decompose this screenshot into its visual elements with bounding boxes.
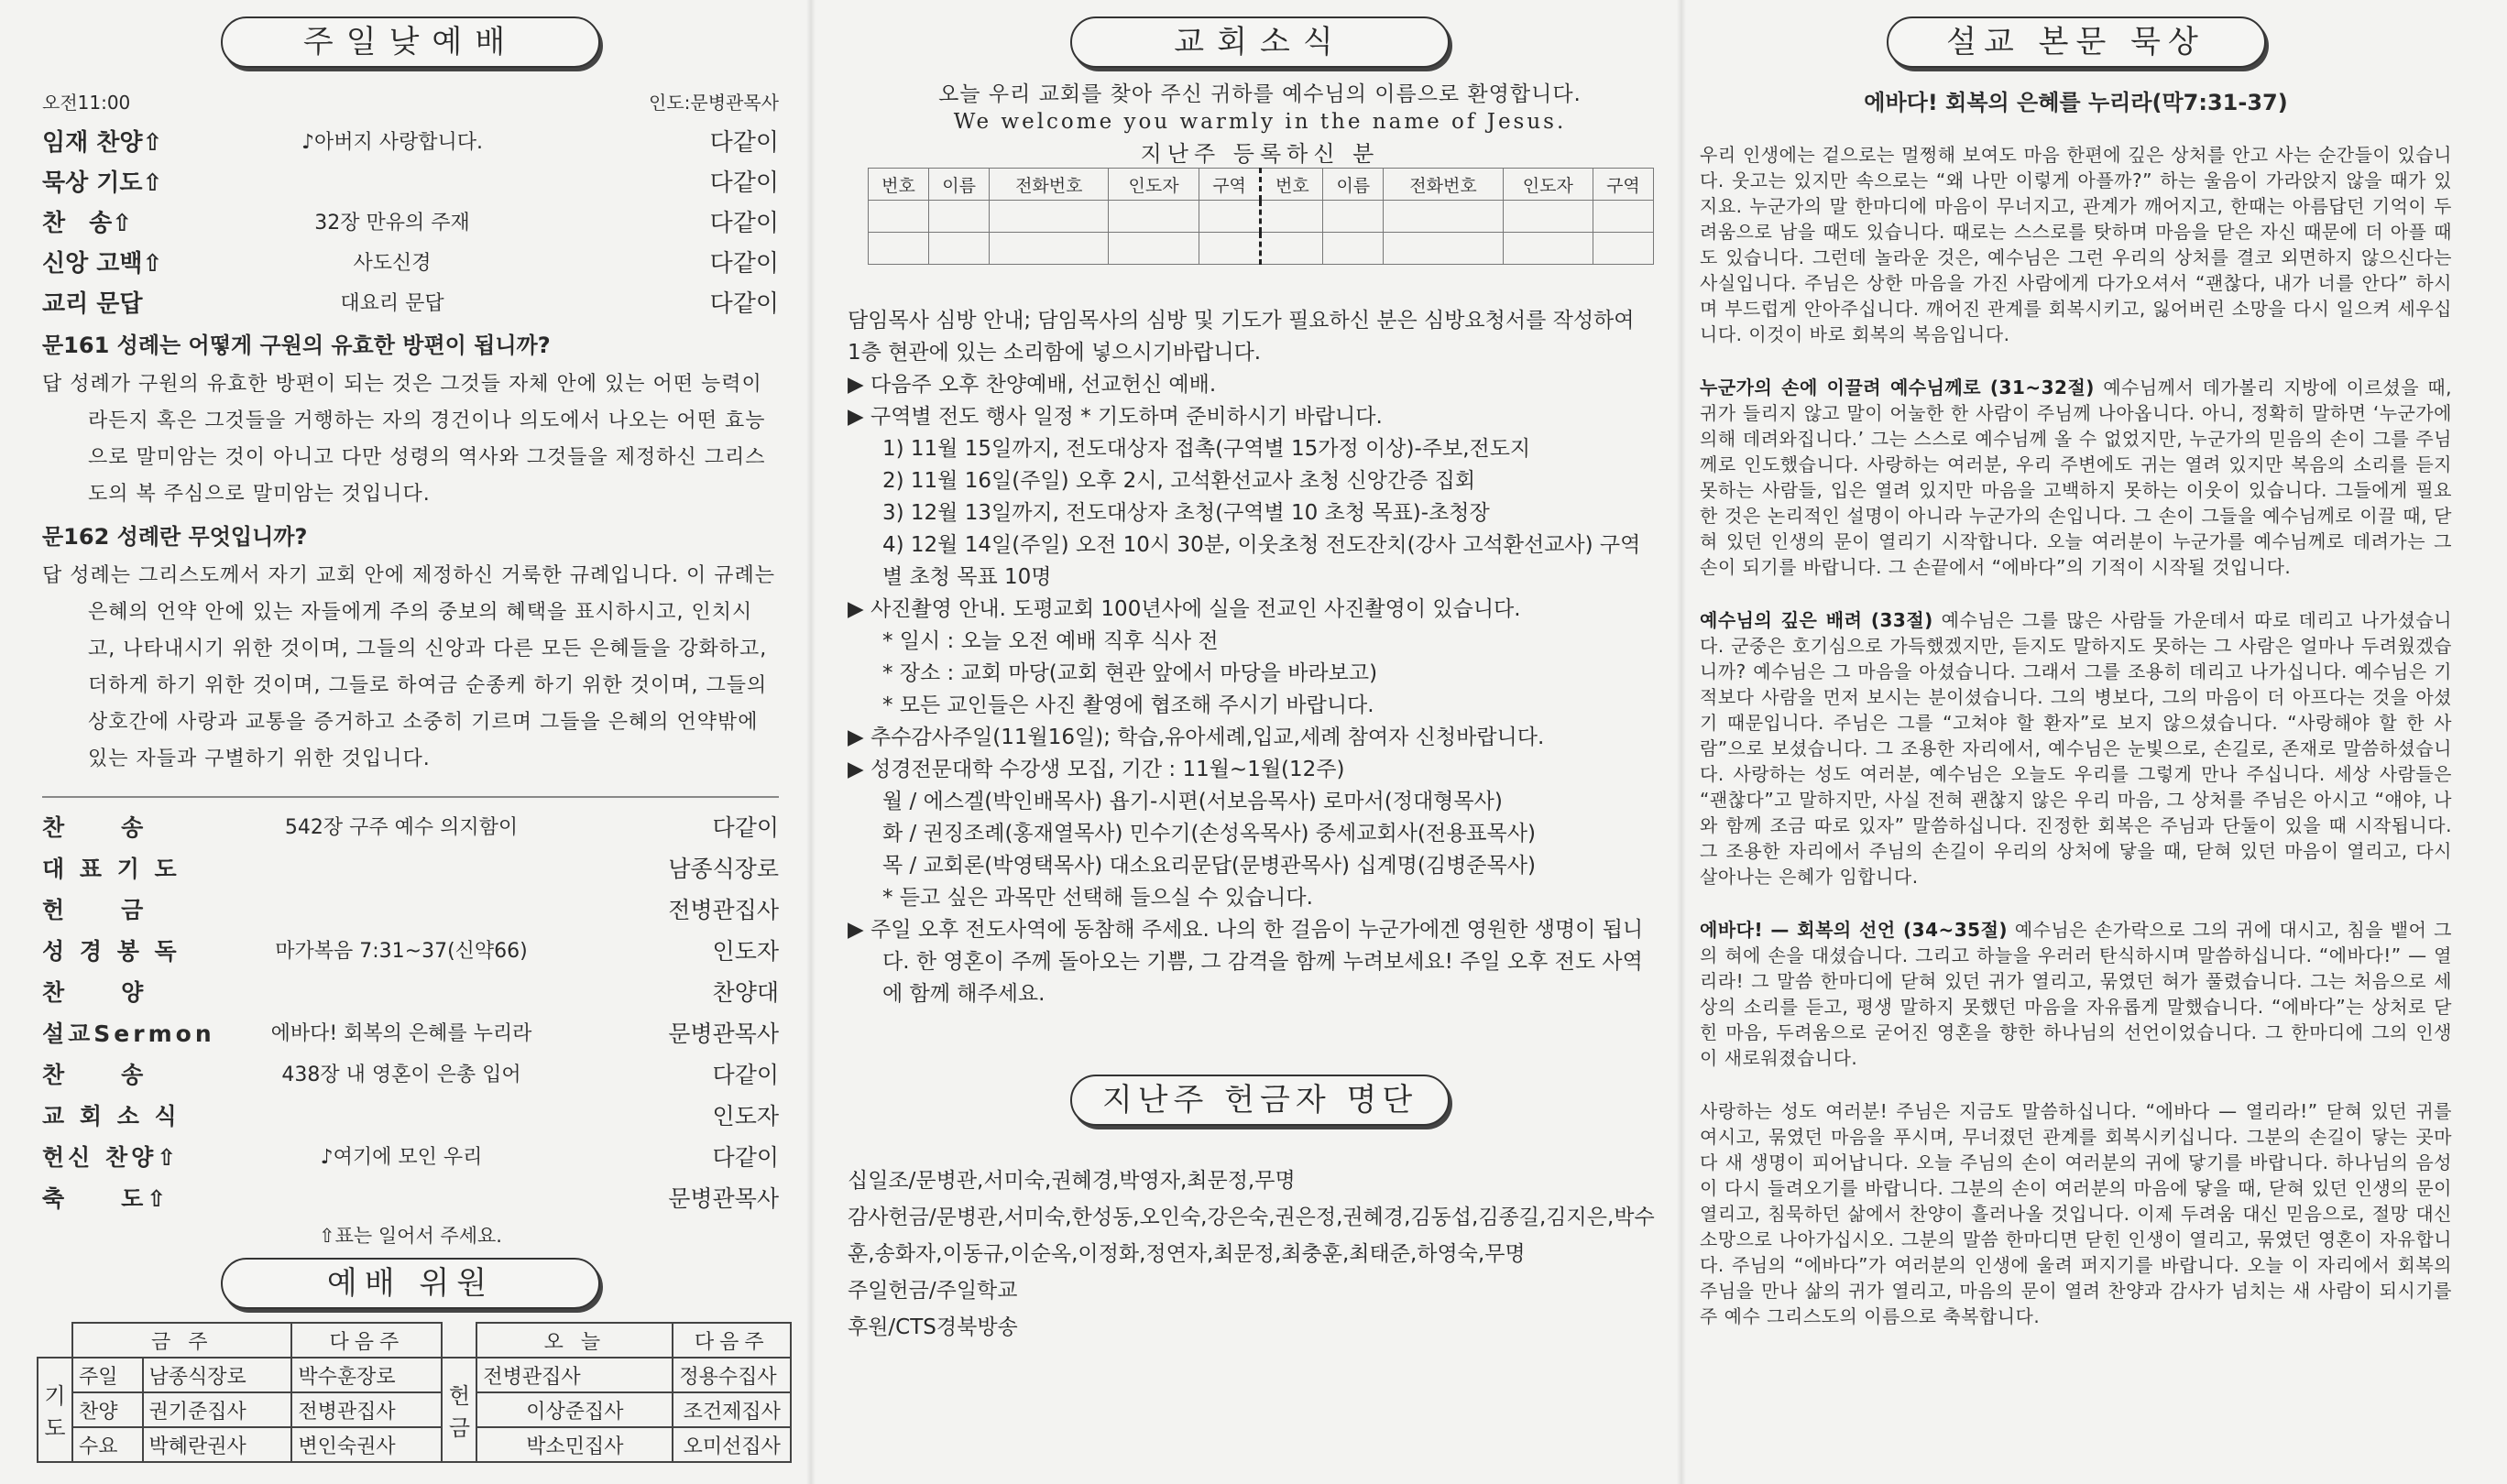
- sermon-text: 예수님께서 데가볼리 지방에 이르셨을 때, 귀가 들리지 않고 말이 어눌한 한 사람이 주님께 나아옵니다. 아니, 정확히 말하면 ‘누군가에 의해 데려와집니다.’ 그는 스스로 예수님께 올 수 없었지만, 누군가의 믿음의 손이 그를 주님께로 인도했습니다. 사랑하는 여러분, 우리 주변에도 귀는 열려 있지만 복음의 소리를 듣지 못하는 사람들, 입은 열려 있지만 마음을 고백하지 못하는 이웃이 있습니다. 그들에게 필요한 것은 논리적인 설명이 아니라 누군가의 손입니다. 그 손이 그들을 예수님께로 이끌 때, 닫혀 있던 인생의 문이 열리기 시작합니다. 오늘 여러분이 누군가를 예수님께로 데려가는 그 손이 되기를 바랍니다. 그 손끝에서 “에바다”의 기적이 시작될 것입니다.: [1700, 376, 2452, 578]
- registration-cell: [869, 233, 929, 265]
- registration-cell: [1593, 233, 1653, 265]
- service-row: [42, 1135, 779, 1176]
- registration-column-header: 이름: [929, 169, 990, 201]
- news-item: ▶ 사진촬영 안내. 도평교회 100년사에 실을 전교인 사진촬영이 있습니다.: [848, 597, 1521, 621]
- registration-cell: [1503, 233, 1593, 265]
- committee-table: [37, 1322, 792, 1463]
- divider: [42, 796, 779, 798]
- service-row: [42, 970, 779, 1011]
- sermon-title: 에바다! 회복의 은혜를 누리라(막7:31-37): [1864, 90, 2288, 115]
- service-item-content: 32장 만유의 주재: [314, 211, 470, 235]
- service-row: [42, 1053, 779, 1094]
- service-row: [42, 888, 779, 929]
- committee-next2-person: 오미선집사: [673, 1427, 791, 1462]
- service-row: [42, 846, 779, 888]
- service-row: [42, 805, 779, 846]
- service-row: [42, 201, 779, 241]
- donor-line: 감사헌금/문병관,서미숙,한성동,오인숙,강은숙,권은정,권혜경,김동섭,김종길,김지은,박수훈,송화자,이동규,이순옥,이정화,정연자,최문정,최충훈,최태준,하영숙,무명: [848, 1206, 1655, 1266]
- registration-column-header: 번호: [869, 169, 929, 201]
- news-header: 교회소식: [1070, 16, 1450, 68]
- donor-line: 십일조/문병관,서미숙,권혜경,박영자,최문정,무명: [848, 1169, 1296, 1193]
- committee-next2-person: 조건제집사: [673, 1392, 791, 1427]
- registration-cell: [1109, 201, 1199, 233]
- news-column: [829, 0, 1672, 1484]
- committee-row: [38, 1427, 791, 1462]
- service-item-label: 교리 문답: [42, 289, 143, 318]
- news-item: 3) 12월 13일까지, 전도대상자 초청(구역별 10 초청 목표)-초청장: [882, 501, 1490, 525]
- registration-cell: [1323, 233, 1384, 265]
- registration-cell: [1261, 233, 1323, 265]
- stand-note: ⇧표는 일어서 주세요.: [319, 1225, 502, 1247]
- worship-info: [42, 88, 779, 115]
- news-item: 화 / 권징조례(홍재열목사) 민수기(손성옥목사) 중세교회사(전용표목사): [882, 822, 1536, 846]
- registration-column-header: 번호: [1261, 169, 1323, 201]
- news-item: 1) 11월 15일까지, 전도대상자 접촉(구역별 15가정 이상)-주보,전도지: [882, 437, 1531, 461]
- service-item-person: 인도자: [712, 1102, 779, 1129]
- service-item-content: 사도신경: [353, 251, 432, 275]
- service-item-person: 다같이: [709, 249, 779, 278]
- sermon-paragraph: [1700, 142, 2452, 347]
- registration-cell: [1323, 201, 1384, 233]
- news-item: 4) 12월 14일(주일) 오전 10시 30분, 이웃초청 전도잔치(강사 고석환선교사) 구역별 초청 목표 10명: [882, 533, 1641, 589]
- service-item-label: 헌신 찬양⇧: [42, 1143, 181, 1171]
- service-item-label: 성 경 봉 독: [42, 937, 181, 965]
- news-item: * 모든 교인들은 사진 촬영에 협조해 주시기 바랍니다.: [882, 693, 1374, 717]
- news-item: 목 / 교회론(박영택목사) 대소요리문답(문병관목사) 십계명(김병준목사): [882, 854, 1536, 878]
- committee-next: 변인숙권사: [291, 1427, 442, 1462]
- committee-role: 수요: [72, 1427, 143, 1462]
- catechism-question-162: 문162 성례란 무엇입니까?: [42, 524, 308, 550]
- registration-column-header: 구역: [1199, 169, 1261, 201]
- registration-cell: [1384, 233, 1503, 265]
- committee-this-week: 금 주: [72, 1323, 291, 1358]
- service-item-person: 찬양대: [712, 978, 779, 1006]
- news-item: 2) 11월 16일(주일) 오후 2시, 고석환선교사 초청 신앙간증 집회: [882, 469, 1476, 493]
- registration-column-header: 인도자: [1503, 169, 1593, 201]
- committee-this: 남종식장로: [143, 1358, 292, 1392]
- sermon-subheading: 에바다! — 회복의 선언 (34~35절): [1700, 919, 2009, 941]
- donor-line: 후원/CTS경북방송: [848, 1315, 1018, 1339]
- worship-column: [0, 0, 806, 1484]
- service-item-label: 축 도⇧: [42, 1184, 170, 1212]
- service-item-label: 묵상 기도⇧: [42, 169, 163, 197]
- service-item-person: 인도자: [712, 937, 779, 965]
- news-item: ▶ 다음주 오후 찬양예배, 선교헌신 예배.: [848, 373, 1217, 397]
- registration-cell: [1199, 201, 1261, 233]
- committee-header: 예배 위원: [221, 1258, 600, 1309]
- registration-title: 지난주 등록하신 분: [1140, 141, 1380, 167]
- service-row: [42, 929, 779, 970]
- service-item-content: 438장 내 영혼이 은총 입어: [281, 1064, 521, 1086]
- catechism-question-161: 문161 성례는 어떻게 구원의 유효한 방편이 됩니까?: [42, 333, 551, 358]
- sermon-text: 사랑하는 성도 여러분! 주님은 지금도 말씀하십니다. “에바다 — 열리라!” 닫혀 있던 귀를 여시고, 묶였던 마음을 푸시며, 무너졌던 관계를 회복시키십니다. 그분의 손길이 닿는 곳마다 새 생명이 피어납니다. 오늘 주님의 손이 여러분의 귀에 닿기를 바랍니다. 하나님의 음성이 다시 들려오기를 바랍니다. 그분의 손이 여러분의 마음에 닿을 때, 닫혀 있던 인생의 문이 열리고, 침묵하던 삶에서 찬양이 흘러나올 것입니다. 이제 두려움 대신 믿음으로, 절망 대신 소망으로 나아가십시오. 그분의 말씀 한마디면 닫힌 인생이 열리고, 묶였던 영혼이 자유합니다. 주님의 “에바다”가 여러분의 인생에 울려 퍼지기를 바랍니다. 오늘 이 자리에서 회복의 주님을 만나 삶의 귀가 열리고, 마음의 문이 열려 찬양과 감사가 넘치는 새 사람이 되시기를 주 예수 그리스도의 이름으로 축복합니다.: [1700, 1100, 2452, 1327]
- registration-row: [869, 201, 1654, 233]
- service-item-label: 찬 송: [42, 1061, 148, 1088]
- order-of-service-top: [42, 120, 779, 322]
- registration-column-header: 이름: [1323, 169, 1384, 201]
- committee-today-person: 이상준집사: [476, 1392, 673, 1427]
- donors-header: 지난주 헌금자 명단: [1070, 1075, 1450, 1126]
- news-item: * 듣고 싶은 과목만 선택해 들으실 수 있습니다.: [882, 886, 1313, 910]
- registration-column-header: 전화번호: [1384, 169, 1503, 201]
- news-item: ▶ 성경전문대학 수강생 모집, 기간 : 11월~1월(12주): [848, 758, 1345, 781]
- service-row: [42, 160, 779, 201]
- sermon-text: 예수님은 그를 많은 사람들 가운데서 따로 데리고 나가셨습니다. 군중은 호기심으로 가득했겠지만, 듣지도 말하지도 못하는 그 사람은 얼마나 두려웠겠습니까? 예수님은 그 마음을 아셨습니다. 그래서 그를 조용히 데리고 나가십니다. 예수님은 기적보다 사람을 먼저 보시는 분이셨습니다. 그의 병보다, 그의 마음이 더 아프다는 것을 아셨기 때문입니다. 주님은 그를 “고쳐야 할 환자”로 보지 않으셨습니다. “사랑해야 할 한 사람”으로 보셨습니다. 그 조용한 자리에서, 예수님은 눈빛으로, 손길로, 존재로 말씀하셨습니다. 사랑하는 성도 여러분, 예수님은 오늘도 우리를 그렇게 만나 주십니다. 세상 사람들은 “괜찮다”고 말하지만, 사실 전혀 괜찮지 않은 우리 마음, 그 상처를 주님은 아시고 “얘야, 나와 함께 조금 따로 있자” 말씀하십니다. 진정한 회복은 주님과 단둘이 있을 때 시작됩니다. 그 조용한 자리에서 주님의 손길이 우리의 상처에 닿을 때, 닫혀 있던 마음이 열리고, 다시 살아나는 은혜가 임합니다.: [1700, 609, 2453, 888]
- news-item: ▶ 추수감사주일(11월16일); 학습,유아세례,입교,세례 참여자 신청바랍니다.: [848, 726, 1545, 749]
- service-item-label: 신앙 고백⇧: [42, 249, 163, 278]
- committee-side-prayer: 기도: [38, 1358, 72, 1462]
- sermon-paragraph: [1700, 1098, 2452, 1329]
- committee-row: [38, 1392, 791, 1427]
- sermon-paragraph: [1700, 607, 2452, 889]
- service-item-person: 다같이: [709, 209, 779, 237]
- welcome-english: We welcome you warmly in the name of Jesus.: [953, 110, 1567, 134]
- service-item-label: 찬 송⇧: [42, 209, 133, 237]
- worship-time: 오전11:00: [42, 92, 131, 114]
- service-row: [42, 241, 779, 281]
- service-item-content: ♪아버지 사랑합니다.: [301, 130, 484, 154]
- service-item-label: 교 회 소 식: [42, 1102, 181, 1129]
- committee-today: 오 늘: [476, 1323, 673, 1358]
- service-row: [42, 1094, 779, 1135]
- registration-cell: [1109, 233, 1199, 265]
- service-item-content: 대요리 문답: [340, 291, 444, 315]
- service-item-label: 찬 송: [42, 813, 148, 841]
- service-item-person: 다같이: [712, 1061, 779, 1088]
- news-list: [848, 305, 1672, 1010]
- news-item: ▶ 주일 오후 전도사역에 동참해 주세요. 나의 한 걸음이 누군가에겐 영원한 생명이 됩니다. 한 영혼이 주께 돌아오는 기쁨, 그 감격을 함께 누려보세요! 주일 오후 전도 사역에 함께 해주세요.: [848, 918, 1644, 1006]
- service-item-person: 문병관목사: [668, 1020, 779, 1047]
- registration-cell: [1261, 201, 1323, 233]
- service-row: [42, 120, 779, 160]
- registration-row: [869, 233, 1654, 265]
- registration-cell: [929, 233, 990, 265]
- catechism-answer-162: 답 성례는 그리스도께서 자기 교회 안에 제정하신 거룩한 규례입니다. 이 규례는 은혜의 언약 안에 있는 자들에게 주의 중보의 혜택을 표시하시고, 인치시고, 나타내시기 위한 것이며, 그들의 신앙과 다른 모든 은혜들을 강화하고, 더하게 하기 위한 것이며, 그들로 하여금 순종케 하기 위한 것이며, 그들의 상호간에 사랑과 교통을 증거하고 소중히 기르며 그들을 은혜의 언약밖에 있는 자들과 구별하기 위한 것입니다.: [42, 564, 775, 770]
- welcome-text: [848, 81, 1672, 136]
- service-item-person: 남종식장로: [668, 855, 779, 882]
- service-item-label: 헌 금: [42, 896, 148, 923]
- sermon-body: [1700, 142, 2452, 1329]
- service-item-person: 문병관목사: [668, 1184, 779, 1212]
- worship-leader: 인도:문병관목사: [649, 92, 779, 114]
- registration-cell: [990, 233, 1109, 265]
- catechism-answer-161: 답 성례가 구원의 유효한 방편이 되는 것은 그것들 자체 안에 있는 어떤 능력이라든지 혹은 그것들을 거행하는 자의 경건이나 의도에서 나오는 어떤 효능으로 말미암는 것이 아니고 다만 성령의 역사와 그것들을 제정하신 그리스도의 복 주심으로 말미암는 것입니다.: [42, 373, 766, 506]
- registration-cell: [1199, 233, 1261, 265]
- committee-next-week: 다음주: [291, 1323, 442, 1358]
- service-item-content: 542장 구주 예수 의지함이: [284, 816, 519, 839]
- sermon-header: 설교 본문 묵상: [1887, 16, 2266, 68]
- page-fold: [806, 0, 816, 1484]
- service-item-content: ♪여기에 모인 우리: [320, 1146, 483, 1169]
- donor-line: 주일헌금/주일학교: [848, 1279, 1018, 1303]
- service-item-person: 다같이: [709, 289, 779, 318]
- committee-this: 권기준집사: [143, 1392, 292, 1427]
- service-item-label: 대 표 기 도: [42, 855, 181, 882]
- registration-cell: [1503, 201, 1593, 233]
- news-item: * 일시 : 오늘 오전 예배 직후 식사 전: [882, 629, 1219, 653]
- committee-side-offering: 헌금: [442, 1358, 476, 1462]
- committee-today-person: 전병관집사: [476, 1358, 673, 1392]
- committee-row: [38, 1358, 791, 1392]
- sermon-subheading: 누군가의 손에 이끌려 예수님께로 (31~32절): [1700, 376, 2095, 398]
- registration-table: [868, 168, 1654, 265]
- service-item-person: 다같이: [712, 813, 779, 841]
- registration-cell: [1593, 201, 1653, 233]
- service-item-person: 전병관집사: [668, 896, 779, 923]
- sermon-paragraph: [1700, 917, 2452, 1071]
- committee-today-person: 박소민집사: [476, 1427, 673, 1462]
- registration-column-header: 전화번호: [990, 169, 1109, 201]
- service-item-person: 다같이: [712, 1143, 779, 1171]
- order-of-service-bottom: [42, 805, 779, 1217]
- committee-role: 찬양: [72, 1392, 143, 1427]
- service-item-label: 찬 양: [42, 978, 148, 1006]
- service-row: [42, 1011, 779, 1053]
- committee-this: 박혜란권사: [143, 1427, 292, 1462]
- donor-list: [848, 1162, 1672, 1346]
- sermon-text: 예수님은 손가락으로 그의 귀에 대시고, 침을 뱉어 그의 혀에 손을 대셨습니다. 그리고 하늘을 우러러 탄식하시며 말씀하십니다. “에바다!” — 열리라! 그 말씀 한마디에 닫혀 있던 귀가 열리고, 묶였던 혀가 풀렸습니다. 그는 처음으로 세상의 소리를 듣고, 평생 말하지 못했던 마음을 자유롭게 말했습니다. “에바다”는 상처로 닫힌 마음, 두려움으로 굳어진 영혼을 향한 하나님의 선언이었습니다. 그 한마디에 그의 인생이 새로워졌습니다.: [1700, 919, 2452, 1069]
- registration-column-header: 인도자: [1109, 169, 1199, 201]
- sermon-subheading: 예수님의 깊은 배려 (33절): [1700, 609, 1933, 631]
- service-item-label: 임재 찬양⇧: [42, 128, 163, 157]
- news-item: 월 / 에스겔(박인배목사) 욥기-시편(서보음목사) 로마서(정대형목사): [882, 790, 1503, 813]
- committee-next: 전병관집사: [291, 1392, 442, 1427]
- registration-cell: [990, 201, 1109, 233]
- worship-header: 주일낮예배: [221, 16, 600, 68]
- welcome-korean: 오늘 우리 교회를 찾아 주신 귀하를 예수님의 이름으로 환영합니다.: [938, 82, 1582, 106]
- service-item-person: 다같이: [709, 128, 779, 157]
- committee-next: 박수훈장로: [291, 1358, 442, 1392]
- service-item-content: 에바다! 회복의 은혜를 누리라: [270, 1022, 532, 1045]
- committee-role: 주일: [72, 1358, 143, 1392]
- sermon-column: [1691, 0, 2507, 1484]
- committee-next-week-2: 다음주: [673, 1323, 791, 1358]
- news-item: 담임목사 심방 안내; 담임목사의 심방 및 기도가 필요하신 분은 심방요청서를 작성하여 1층 현관에 있는 소리함에 넣으시기바랍니다.: [848, 309, 1635, 365]
- sermon-paragraph: [1700, 375, 2452, 580]
- page-fold: [1677, 0, 1686, 1484]
- committee-next2-person: 정용수집사: [673, 1358, 791, 1392]
- service-item-person: 다같이: [709, 169, 779, 197]
- registration-cell: [869, 201, 929, 233]
- registration-cell: [1384, 201, 1503, 233]
- registration-column-header: 구역: [1593, 169, 1653, 201]
- service-row: [42, 1176, 779, 1217]
- registration-cell: [929, 201, 990, 233]
- service-item-content: 마가복음 7:31~37(신약66): [275, 940, 528, 963]
- news-item: * 장소 : 교회 마당(교회 현관 앞에서 마당을 바라보고): [882, 661, 1378, 685]
- service-row: [42, 281, 779, 322]
- sermon-text: 우리 인생에는 겉으로는 멀쩡해 보여도 마음 한편에 깊은 상처를 안고 사는 순간들이 있습니다. 웃고는 있지만 속으로는 “왜 나만 이렇게 아플까?” 하는 울음이 가라앉지 않을 때가 있지요. 누군가의 말 한마디에 마음이 무너지고, 관계가 깨어지고, 한때는 아름답던 기억이 두려움으로 남을 때도 있습니다. 때로는 스스로를 탓하며 마음을 닫은 자신 때문에 더 아플 때도 있습니다. 그런데 놀라운 것은, 예수님은 그런 우리의 상처를 결코 외면하지 않으신다는 사실입니다. 주님은 상한 마음을 가진 사람에게 다가오셔서 “괜찮다, 내가 너를 안다” 하시며 부드럽게 안아주십니다. 깨어진 관계를 회복시키고, 잃어버린 소망을 다시 일으켜 세우십니다. 이것이 바로 회복의 복음입니다.: [1700, 144, 2452, 345]
- service-item-label: 설교Sermon: [42, 1020, 215, 1047]
- news-item: ▶ 구역별 전도 행사 일정 * 기도하며 준비하시기 바랍니다.: [848, 405, 1383, 429]
